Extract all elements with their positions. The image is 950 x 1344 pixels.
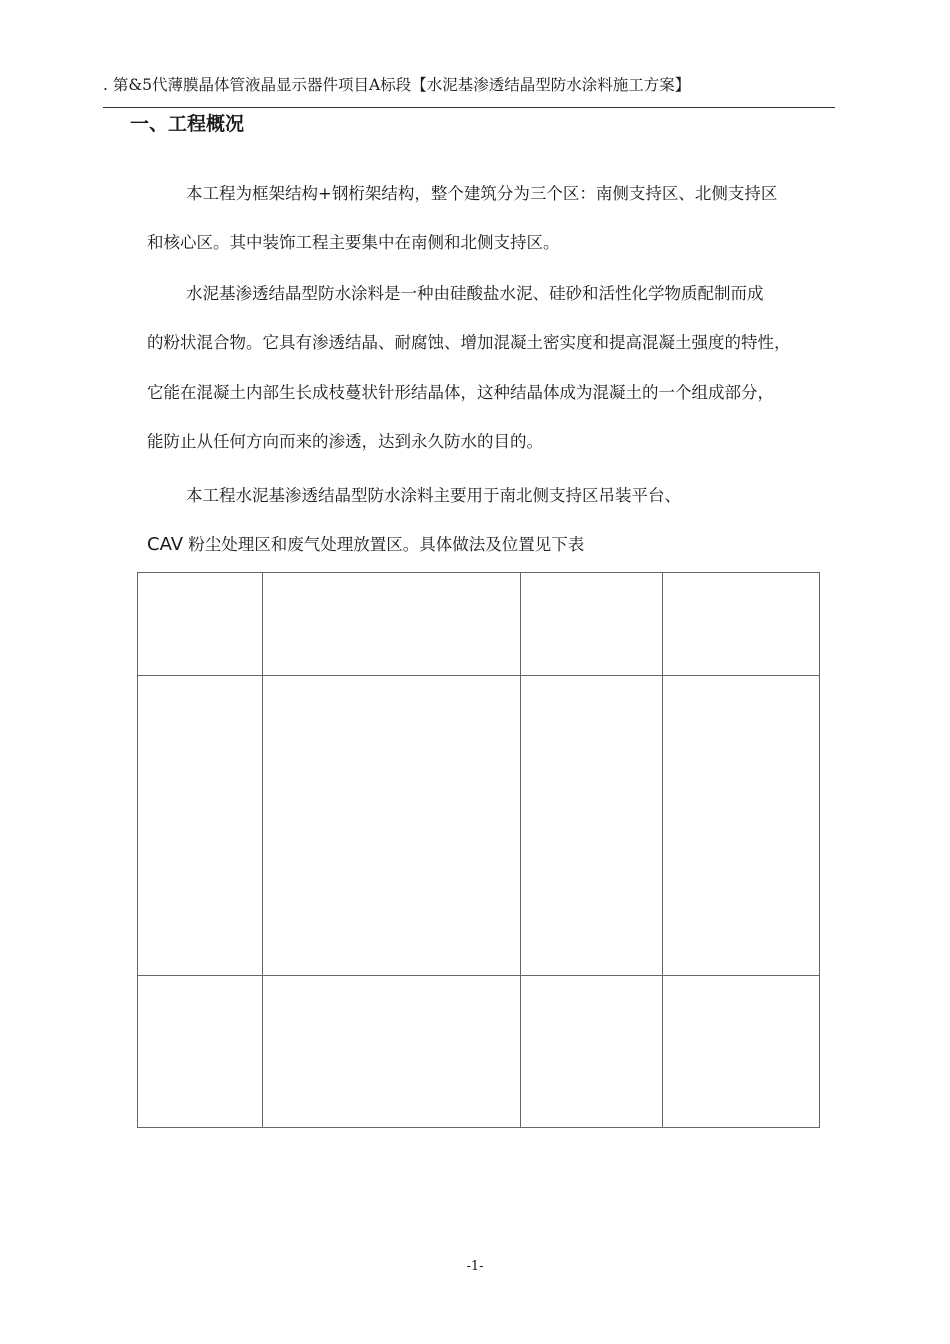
paragraph-2-line-4: 能防止从任何方向而来的渗透，达到永久防水的目的。 bbox=[147, 432, 543, 451]
waterproofing-spec-table bbox=[137, 572, 820, 1128]
table-cell bbox=[263, 573, 521, 676]
table-cell bbox=[663, 573, 820, 676]
table-cell bbox=[138, 676, 263, 976]
section-heading: 一、工程概况 bbox=[130, 113, 245, 135]
paragraph-3-line-2-text: 粉尘处理区和废气处理放置区。具体做法及位置见下表 bbox=[183, 535, 585, 554]
table-cell bbox=[263, 975, 521, 1127]
table-cell bbox=[663, 676, 820, 976]
table-cell bbox=[138, 975, 263, 1127]
paragraph-2-line-1: 水泥基渗透结晶型防水涂料是一种由硅酸盐水泥、硅砂和活性化学物质配制而成 bbox=[186, 284, 764, 303]
table-row bbox=[138, 975, 820, 1127]
table-cell bbox=[521, 676, 663, 976]
table-cell bbox=[521, 573, 663, 676]
table-row bbox=[138, 573, 820, 676]
paragraph-3-line-1: 本工程水泥基渗透结晶型防水涂料主要用于南北侧支持区吊装平台、 bbox=[186, 486, 681, 505]
table-cell bbox=[521, 975, 663, 1127]
header-divider bbox=[103, 107, 835, 108]
table-row bbox=[138, 676, 820, 976]
paragraph-1-line-2: 和核心区。其中装饰工程主要集中在南侧和北侧支持区。 bbox=[147, 233, 560, 252]
table-cell bbox=[663, 975, 820, 1127]
paragraph-2-line-2: 的粉状混合物。它具有渗透结晶、耐腐蚀、增加混凝土密实度和提高混凝土强度的特性， bbox=[147, 333, 791, 352]
paragraph-2-line-3: 它能在混凝土内部生长成枝蔓状针形结晶体，这种结晶体成为混凝土的一个组成部分， bbox=[147, 383, 774, 402]
paragraph-3-line-2 bbox=[147, 533, 584, 557]
paragraph-1-line-1: 本工程为框架结构+钢桁架结构，整个建筑分为三个区：南侧支持区、北侧支持区 bbox=[186, 184, 778, 203]
running-header: . 第&5代薄膜晶体管液晶显示器件项目A标段【水泥基渗透结晶型防水涂料施工方案】 bbox=[103, 76, 691, 94]
cav-abbreviation: CAV bbox=[147, 534, 184, 555]
table-cell bbox=[138, 573, 263, 676]
table-cell bbox=[263, 676, 521, 976]
page-number: -1- bbox=[466, 1259, 484, 1274]
